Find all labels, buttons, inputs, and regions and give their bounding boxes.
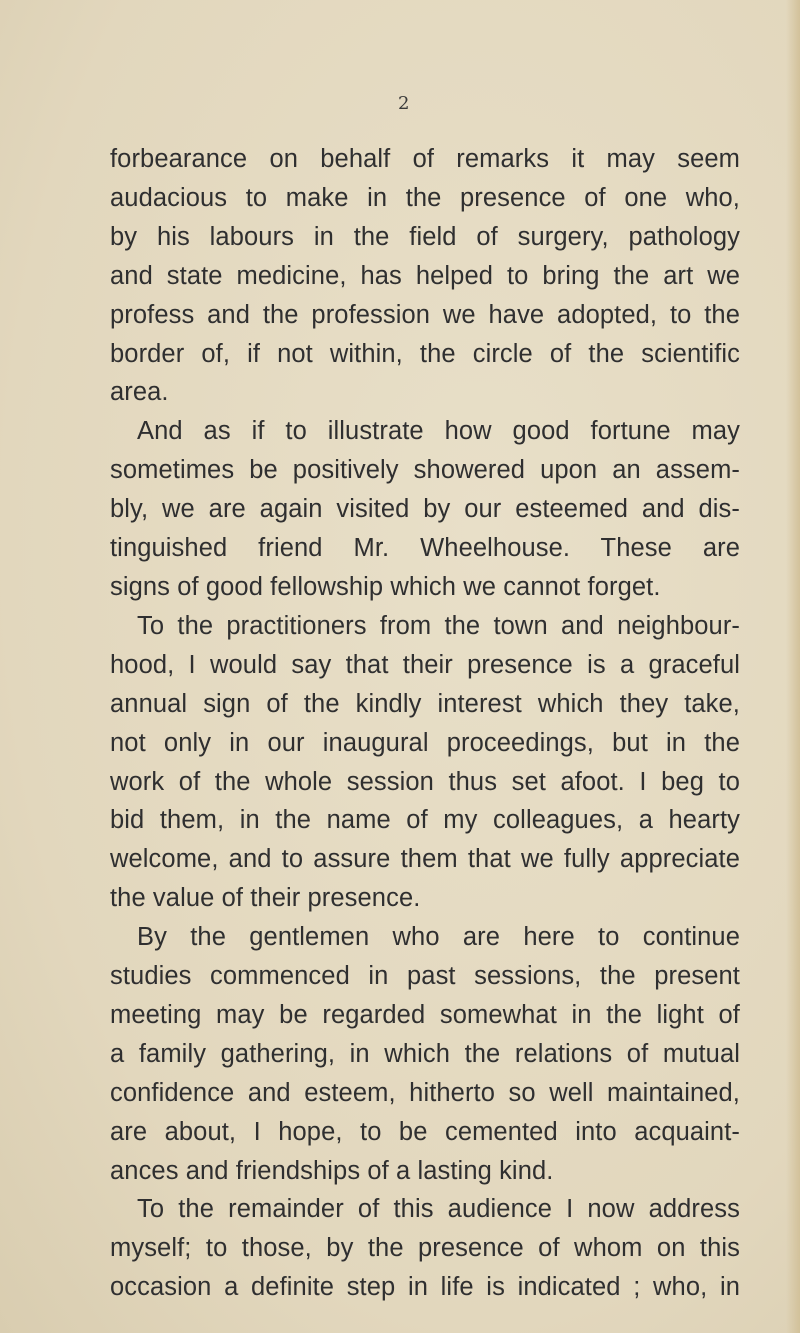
text-line: studies commenced in past sessions, the present	[110, 962, 740, 991]
text-line: bly, we are again visited by our esteemed and dis-	[110, 495, 740, 524]
text-line: a family gathering, in which the relations of mutual	[110, 1039, 740, 1068]
body-text	[110, 140, 740, 1307]
text-line: sometimes be positively showered upon an assem-	[110, 456, 740, 485]
text-line: And as if to illustrate how good fortune may	[137, 417, 740, 446]
text-line: not only in our inaugural proceedings, but in the	[110, 728, 740, 757]
text-line: and state medicine, has helped to bring the art we	[110, 261, 740, 290]
text-line: hood, I would say that their presence is a graceful	[110, 650, 740, 679]
text-line: the value of their presence.	[110, 884, 421, 913]
text-line: area.	[110, 378, 169, 407]
text-line: by his labours in the field of surgery, pathology	[110, 222, 740, 251]
text-line: border of, if not within, the circle of the scientific	[110, 339, 740, 368]
text-line: ances and friendships of a lasting kind.	[110, 1156, 554, 1185]
page-edge-shadow	[786, 0, 800, 1333]
paragraph	[110, 412, 740, 607]
page-number: 2	[398, 93, 410, 114]
text-line: signs of good fellowship which we cannot forget.	[110, 572, 661, 601]
text-line: audacious to make in the presence of one who,	[110, 183, 740, 212]
text-line: myself; to those, by the presence of whom on this	[110, 1234, 740, 1263]
text-line: annual sign of the kindly interest which they take,	[110, 689, 740, 718]
text-line: welcome, and to assure them that we fully appreciate	[110, 845, 740, 874]
text-line: profess and the profession we have adopted, to the	[110, 300, 740, 329]
paragraph	[110, 607, 740, 918]
text-line: bid them, in the name of my colleagues, a hearty	[110, 806, 740, 835]
text-line: work of the whole session thus set afoot. I beg to	[110, 767, 740, 796]
text-line: confidence and esteem, hitherto so well maintained,	[110, 1078, 740, 1107]
paragraph	[110, 1190, 740, 1307]
text-line: To the practitioners from the town and neighbour-	[137, 611, 740, 640]
text-line: occasion a definite step in life is indicated ; who, in	[110, 1273, 740, 1302]
paragraph	[110, 918, 740, 1190]
paragraph	[110, 140, 740, 412]
text-line: meeting may be regarded somewhat in the light of	[110, 1000, 740, 1029]
text-line: To the remainder of this audience I now address	[137, 1195, 740, 1224]
text-line: tinguished friend Mr. Wheelhouse. These are	[110, 534, 740, 563]
text-line: By the gentlemen who are here to continue	[137, 923, 740, 952]
text-line: are about, I hope, to be cemented into acquaint-	[110, 1117, 740, 1146]
text-line: forbearance on behalf of remarks it may seem	[110, 145, 740, 173]
